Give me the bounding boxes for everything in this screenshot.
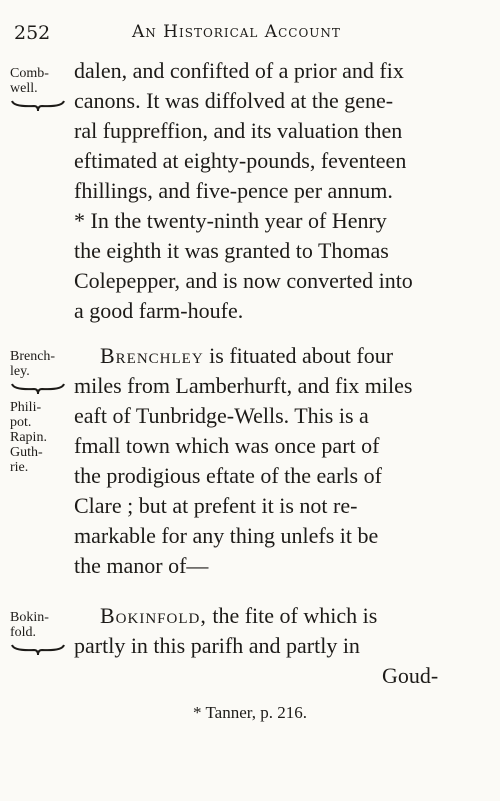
margin-note-line: Rapin.	[10, 430, 47, 445]
margin-note-line: Comb-	[10, 66, 49, 81]
text-line: the manor of—	[74, 553, 209, 578]
text-line	[100, 601, 377, 631]
margin-note-combwell	[10, 66, 49, 96]
running-head	[14, 22, 454, 48]
footnote: * Tanner, p. 216.	[193, 703, 307, 722]
margin-note-line: Brench-	[10, 349, 56, 364]
lead-line-rest: the fite of which is	[206, 603, 378, 628]
text-line: fhillings, and five-pence per annum.	[74, 178, 393, 203]
page-number: 252	[14, 22, 51, 44]
margin-note-bokinfold	[10, 610, 49, 640]
margin-note-brenchley	[10, 349, 55, 379]
running-title: An Historical Account	[132, 22, 341, 42]
text-line: * In the twenty-ninth year of Henry	[74, 208, 387, 233]
text-line	[100, 341, 393, 371]
text-line: eaft of Tunbridge-Wells. This is a	[74, 403, 369, 428]
margin-note-line: Phili-	[10, 400, 42, 415]
catchword: Goud-	[382, 663, 439, 688]
margin-note-line: well.	[10, 81, 38, 96]
text-line: ral fuppreffion, and its valuation then	[74, 118, 403, 143]
text-line: fmall town which was once part of	[74, 433, 380, 458]
text-line: Colepepper, and is now converted into	[74, 268, 413, 293]
brace-icon	[10, 100, 66, 112]
margin-note-line: Guth-	[10, 445, 43, 460]
text-line: dalen, and confifted of a prior and fix	[74, 58, 404, 83]
text-line: a good farm-houfe.	[74, 298, 244, 323]
text-line: the eighth it was granted to Thomas	[74, 238, 389, 263]
margin-note-line: ley.	[10, 364, 30, 379]
text-line: miles from Lamberhurft, and fix miles	[74, 373, 413, 398]
text-line: canons. It was diffolved at the gene-	[74, 88, 394, 113]
margin-note-sources	[10, 400, 47, 475]
margin-note-line: rie.	[10, 460, 29, 475]
text-line: Clare ; but at prefent it is not re-	[74, 493, 358, 518]
lead-line-rest: is fituated about four	[203, 343, 394, 368]
brace-icon	[10, 644, 66, 656]
lead-word: Brenchley	[100, 343, 204, 368]
text-line: partly in this parifh and partly in	[74, 633, 360, 658]
text-line: the prodigious eftate of the earls of	[74, 463, 382, 488]
margin-note-line: pot.	[10, 415, 32, 430]
text-line: markable for any thing unlefs it be	[74, 523, 379, 548]
margin-note-line: Bokin-	[10, 610, 49, 625]
margin-note-line: fold.	[10, 625, 37, 640]
brace-icon	[10, 383, 66, 395]
lead-word: Bokinfold,	[100, 603, 207, 628]
text-line: eftimated at eighty-pounds, feventeen	[74, 148, 407, 173]
